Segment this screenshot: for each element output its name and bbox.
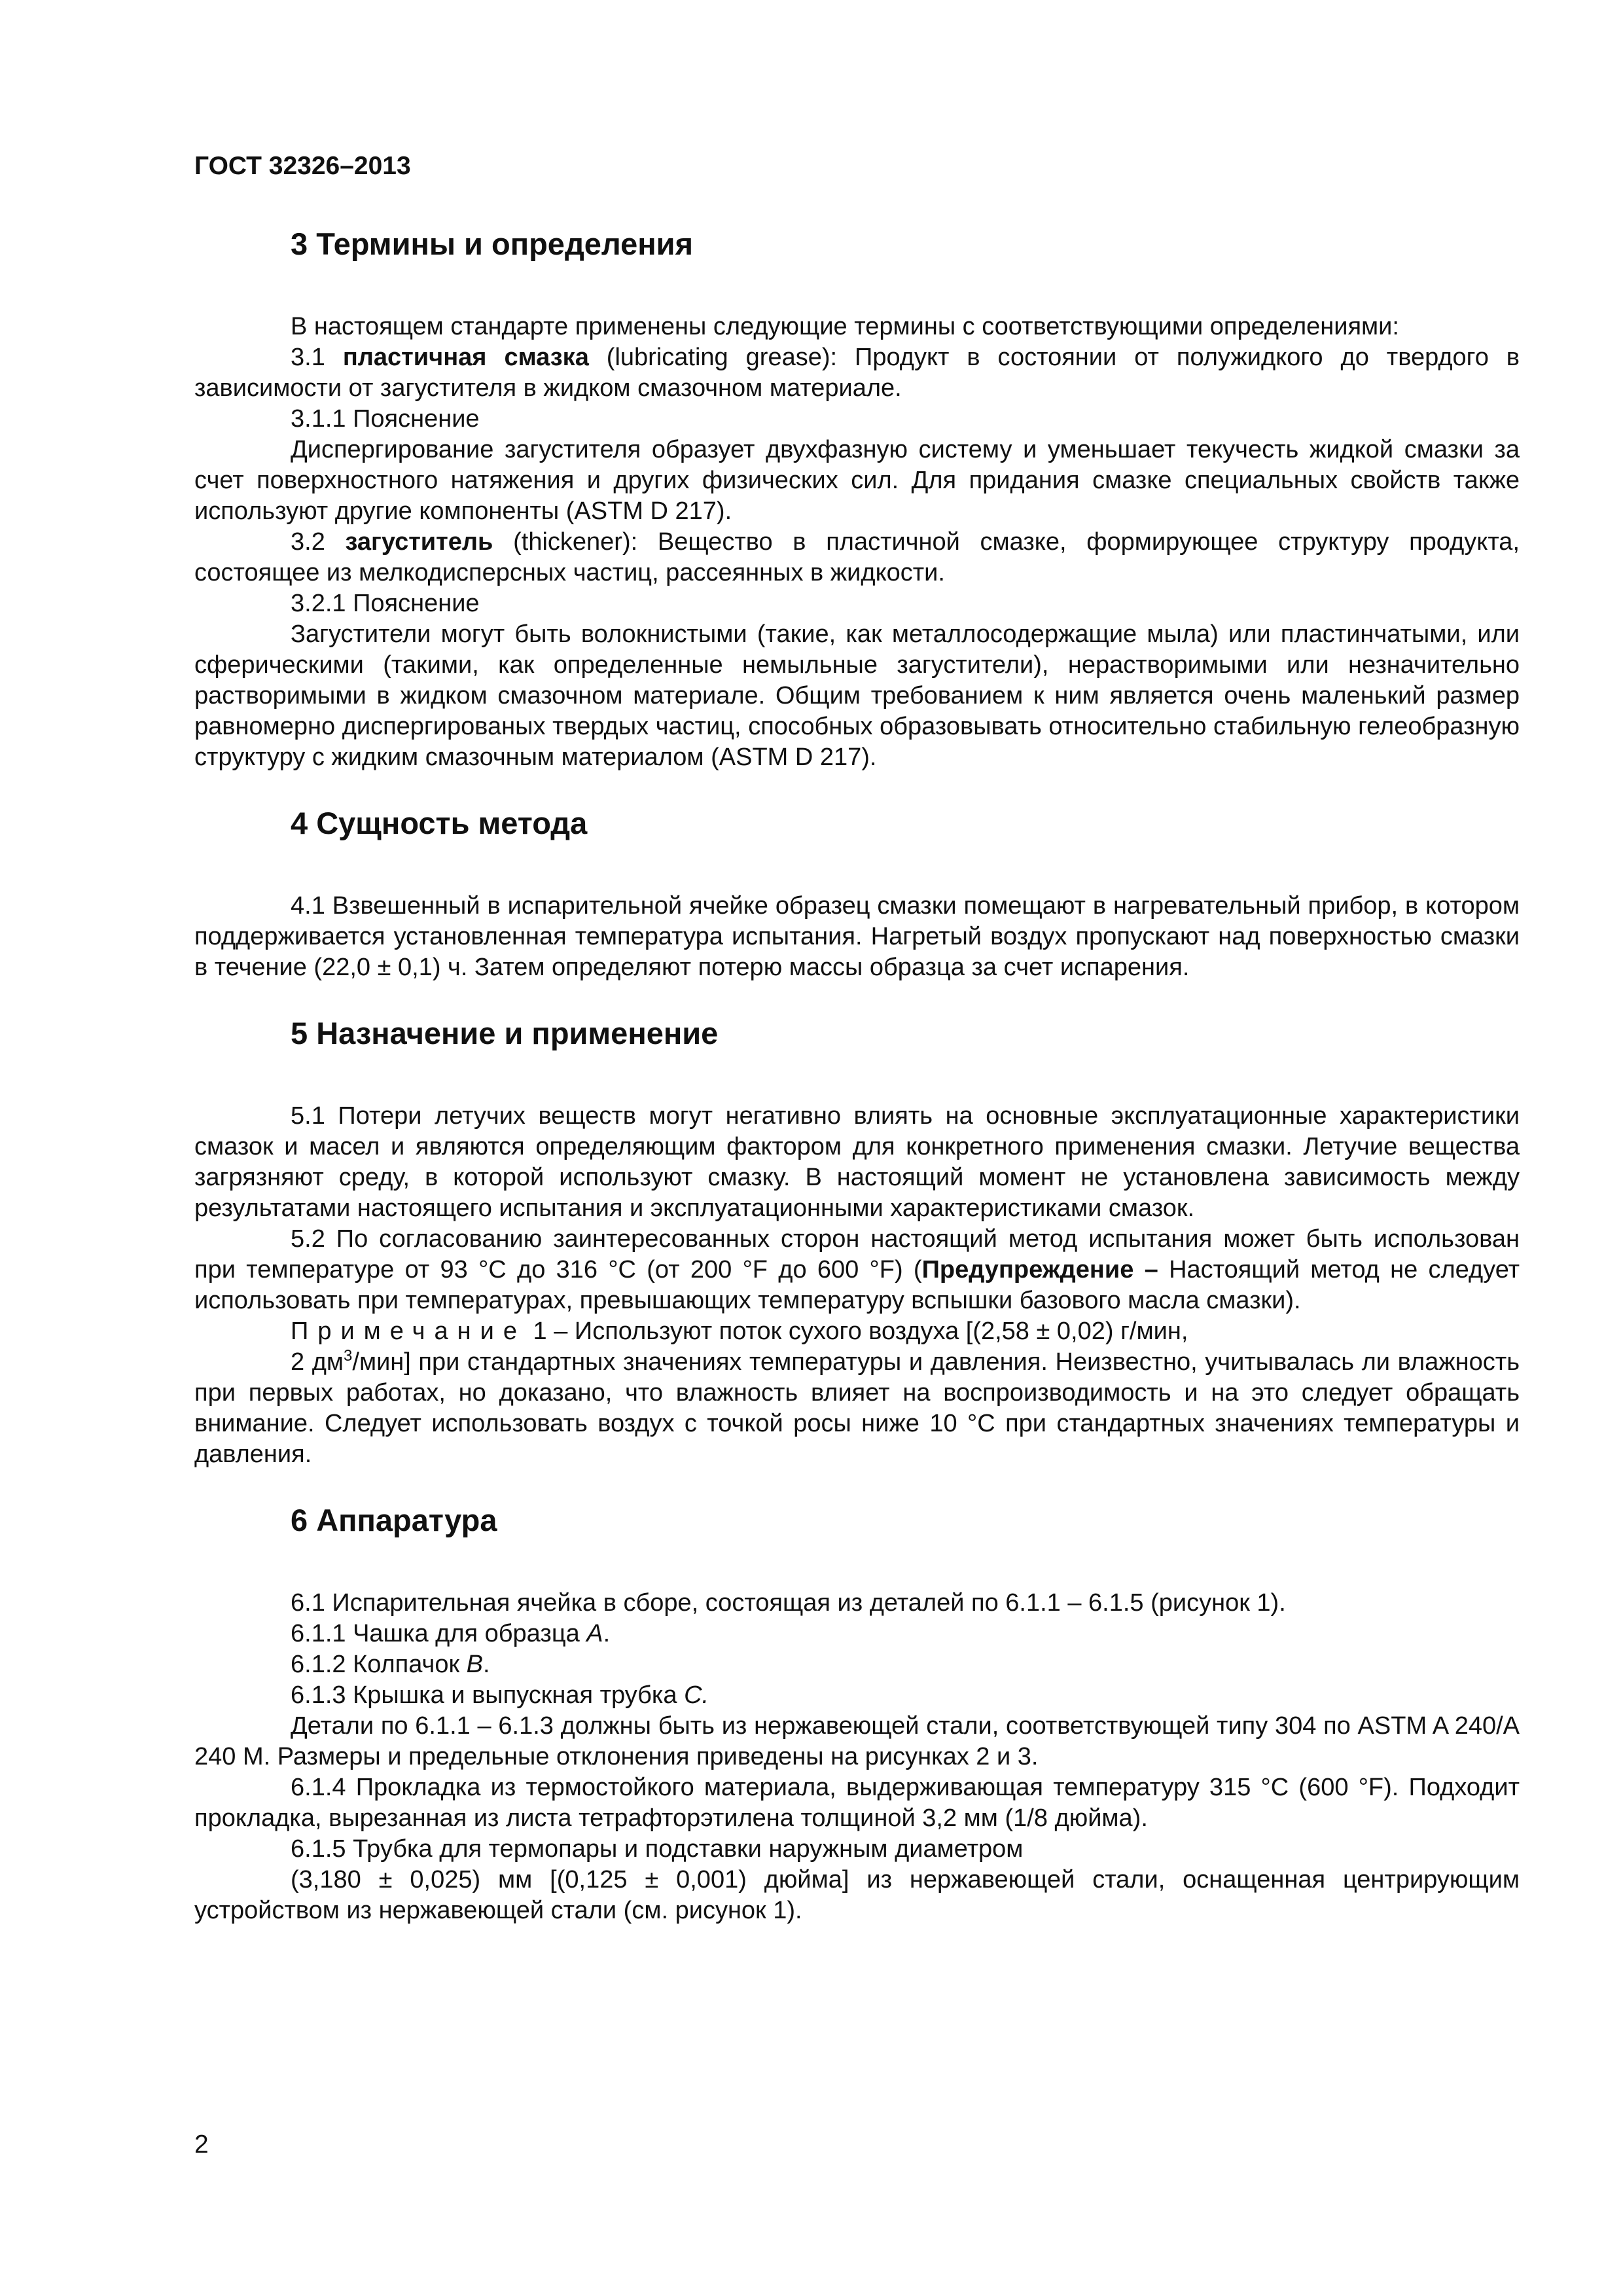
note-label: Примечание: [291, 1318, 526, 1345]
note-1-text-b1: 2 дм: [291, 1348, 344, 1376]
para-6-1: 6.1 Испарительная ячейка в сборе, состоящая из деталей по 6.1.1 – 6.1.5 (рисунок 1).: [291, 1589, 1286, 1617]
para-6-1-2-period: .: [483, 1651, 490, 1678]
term-3-1-1-title: 3.1.1 Пояснение: [291, 405, 480, 433]
term-3-2-definition: (thickener): Вещество в пластичной смазке, формирующее структуру продукта, состоящее из мелкодисперсных частиц, рассеянных в жидкости.: [194, 528, 1520, 586]
para-6-1-2-letter: В: [466, 1651, 484, 1678]
term-3-1-number: 3.1: [291, 344, 343, 371]
para-6-1-3-letter: С.: [684, 1681, 709, 1709]
page-number: 2: [194, 2130, 209, 2159]
note-1-continuation: [194, 1347, 1520, 1470]
term-3-2: [194, 527, 1520, 588]
term-3-2-term: загуститель: [345, 528, 493, 556]
note-1-line: [194, 1316, 1520, 1347]
term-3-1-term: пластичная смазка: [342, 344, 589, 371]
term-3-2-1-text: Загустители могут быть волокнистыми (такие, как металлосодержащие мыла) или пластинчатыми, или сферическими (такими, как определенные немыльные загустители), нерастворимыми или незначительно растворимыми в жидком смазочном материале. Общим требованием к ним является очень маленький размер равномерно диспергированых твердых частиц, способных образовывать относительно стабильную гелеобразную структуру с жидким смазочным материалом (ASTM D 217).: [194, 620, 1520, 771]
section-3-intro: В настоящем стандарте применены следующие термины с соответствующими определениями:: [291, 313, 1399, 340]
para-5-1: 5.1 Потери летучих веществ могут негативно влиять на основные эксплуатационные характеристики смазок и масел и являются определяющим фактором для конкретного применения смазки. Летучие вещества загрязняют среду, в которой используют смазку. В настоящий момент не установлена зависимость между результатами настоящего испытания и эксплуатационными характеристиками смазок.: [194, 1102, 1520, 1222]
section-3-title: 3 Термины и определения: [291, 226, 693, 261]
para-6-1-4: 6.1.4 Прокладка из термостойкого материала, выдерживающая температуру 315 °С (600 °F). Подходит прокладка, вырезанная из листа тетрафторэтилена толщиной 3,2 мм (1/8 дюйма).: [194, 1774, 1520, 1832]
note-1-text-b2: /мин] при стандартных значениях температуры и давления. Неизвестно, учитывалась ли влажность при первых работах, но доказано, что влажность влияет на воспроизводимость и на это следует обращать внимание. Следует использовать воздух с точкой росы ниже 10 °С при стандартных значениях температуры и давления.: [194, 1348, 1520, 1468]
para-6-1-2-text: 6.1.2 Колпачок: [291, 1651, 467, 1678]
note-1-text-a: 1 – Используют поток сухого воздуха [(2,58 ± 0,02) г/мин,: [526, 1318, 1188, 1345]
para-5-2-text-a: 5.2 По согласованию заинтересованных сторон настоящий метод испытания может быть использован при температуре от 93 °С до 316 °С (от 200 °F до 600 °F) (: [194, 1225, 1520, 1283]
para-6-1-5-line-2: (3,180 ± 0,025) мм [(0,125 ± 0,001) дюйма] из нержавеющей стали, оснащенная центрирующим устройством из нержавеющей стали (см. рисунок 1).: [194, 1866, 1520, 1924]
para-6-1-3-text: 6.1.3 Крышка и выпускная трубка: [291, 1681, 685, 1709]
para-6-1-1: [194, 1619, 1520, 1649]
para-5-2-text-b: Настоящий метод не следует использовать при температурах, превышающих температуру вспышки базового масла смазки).: [194, 1256, 1520, 1314]
para-6-1-1-period: .: [603, 1620, 611, 1647]
warning-label: Предупреждение –: [921, 1256, 1158, 1283]
para-4-1: 4.1 Взвешенный в испарительной ячейке образец смазки помещают в нагревательный прибор, в котором поддерживается установленная температура испытания. Нагретый воздух пропускают над поверхностью смазки в течение (22,0 ± 0,1) ч. Затем определяют потерю массы образца за счет испарения.: [194, 892, 1520, 981]
section-5-title: 5 Назначение и применение: [291, 1016, 719, 1050]
term-3-2-1-title: 3.2.1 Пояснение: [291, 590, 480, 617]
superscript-3: 3: [344, 1347, 353, 1365]
para-6-1-1-letter: А: [586, 1620, 603, 1647]
para-6-1-1-text: 6.1.1 Чашка для образца: [291, 1620, 587, 1647]
para-details: Детали по 6.1.1 – 6.1.3 должны быть из нержавеющей стали, соответствующей типу 304 по ASTM A 240/A 240 M. Размеры и предельные отклонения приведены на рисунках 2 и 3.: [194, 1712, 1520, 1770]
section-6-title: 6 Аппаратура: [291, 1503, 497, 1537]
term-3-1-definition: (lubricating grease): Продукт в состоянии от полужидкого до твердого в зависимости от загустителя в жидком смазочном материале.: [194, 344, 1520, 402]
para-6-1-5-line-1: 6.1.5 Трубка для термопары и подставки наружным диаметром: [291, 1835, 1024, 1863]
term-3-2-number: 3.2: [291, 528, 346, 556]
document-page: [194, 151, 1520, 1926]
para-6-1-3: [194, 1680, 1520, 1711]
term-3-1: [194, 342, 1520, 404]
document-code: ГОСТ 32326–2013: [194, 152, 411, 180]
section-4-title: 4 Сущность метода: [291, 806, 588, 840]
term-3-1-1-text: Диспергирование загустителя образует двухфазную систему и уменьшает текучесть жидкой смазки за счет поверхностного натяжения и других физических сил. Для придания смазке специальных свойств также используют другие компоненты (ASTM D 217).: [194, 436, 1520, 525]
para-6-1-2: [194, 1649, 1520, 1680]
para-5-2: [194, 1224, 1520, 1316]
